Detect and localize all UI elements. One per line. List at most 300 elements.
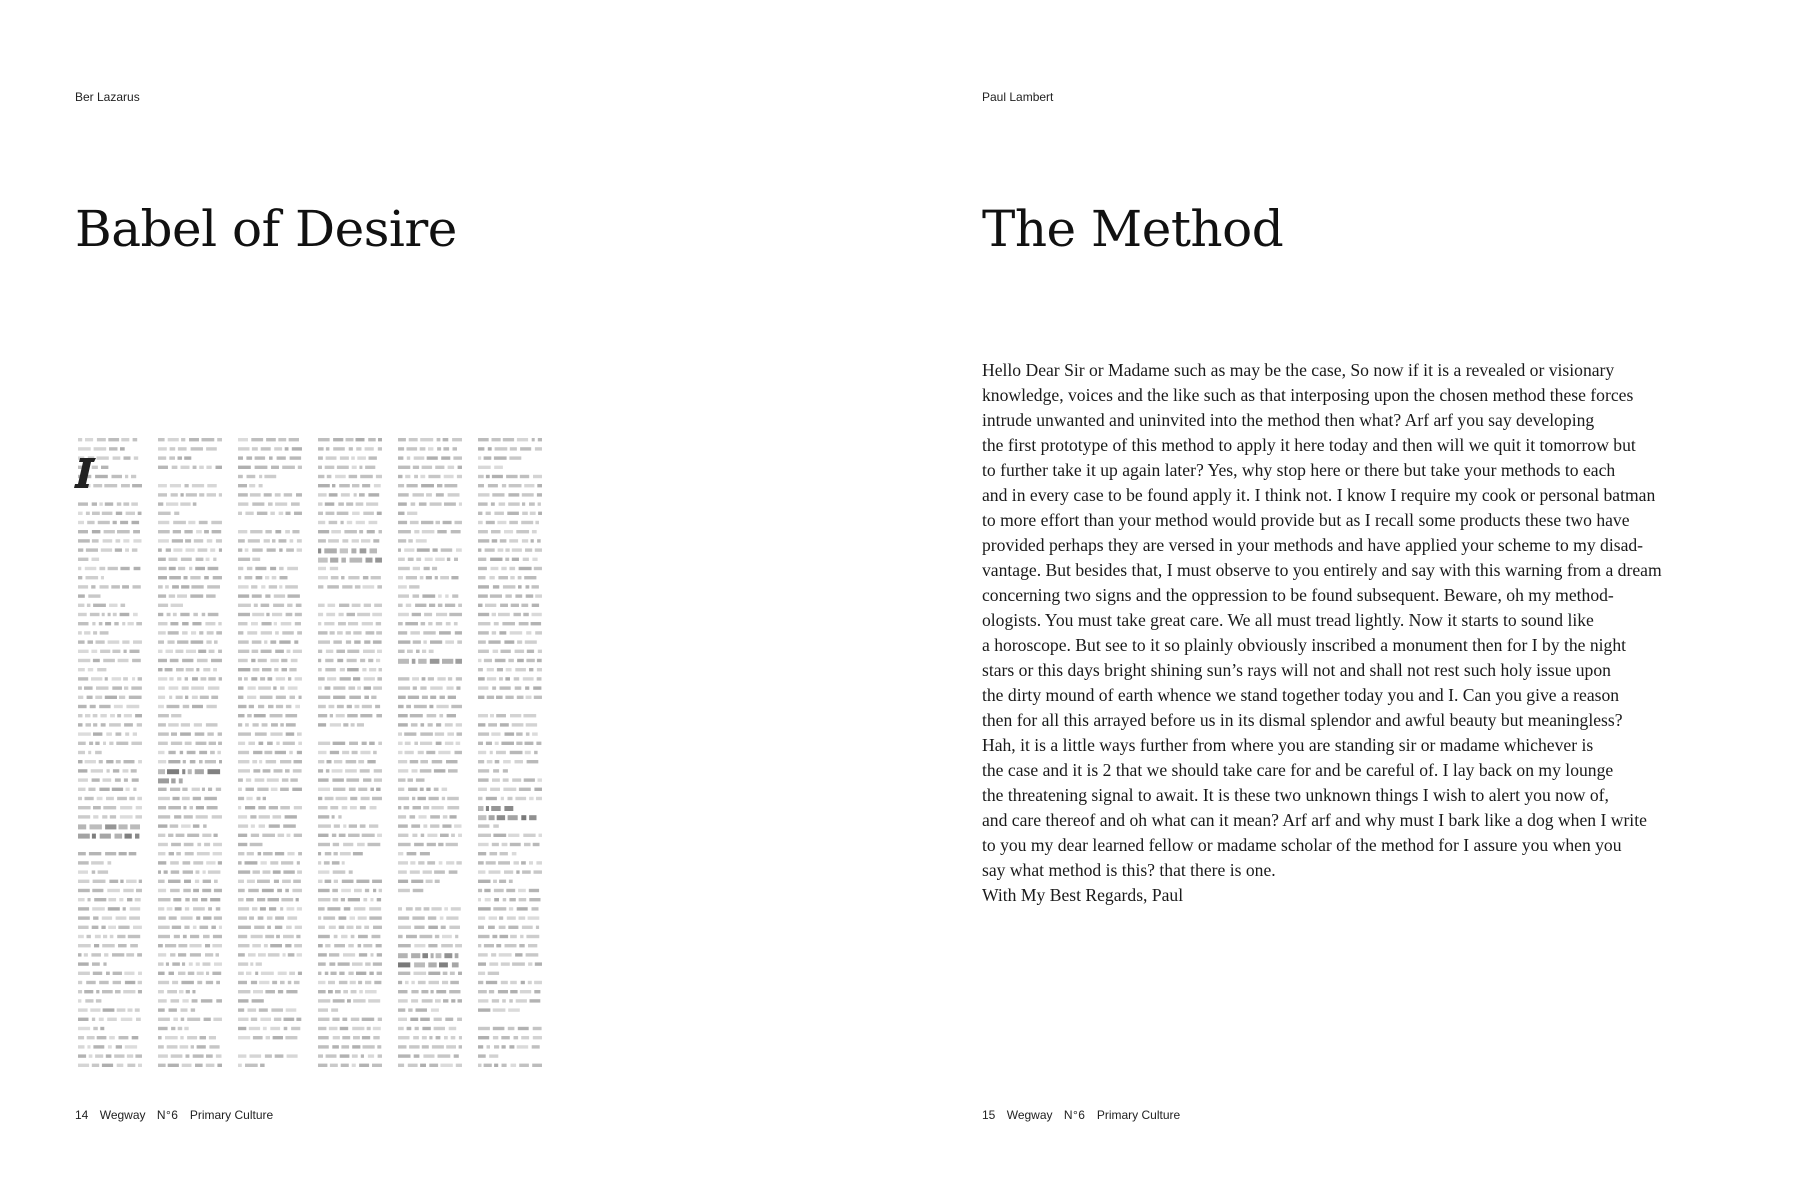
clipping-text-mark: [78, 659, 90, 662]
clipping-text-mark: [92, 622, 95, 625]
clipping-text-mark: [497, 521, 506, 524]
clipping-text-mark: [158, 1027, 168, 1030]
clipping-text-mark: [258, 916, 264, 919]
clipping-text-mark: [238, 926, 251, 929]
clipping-text-mark: [342, 806, 348, 809]
clipping-text-mark: [420, 438, 433, 441]
clipping-text-mark: [419, 502, 427, 505]
clipping-text-mark: [500, 852, 508, 855]
clipping-text-mark: [123, 677, 128, 680]
clipping-text-mark: [488, 972, 499, 975]
clipping-text-mark: [342, 1018, 347, 1021]
clipping-text-mark: [238, 935, 247, 938]
clipping-text-mark: [211, 659, 222, 662]
clipping-text-mark: [318, 926, 325, 929]
clipping-text-mark: [318, 861, 321, 864]
clipping-text-mark: [517, 1045, 529, 1048]
clipping-text-mark: [238, 622, 248, 625]
clipping-text-mark: [525, 751, 531, 754]
clipping-text-mark: [109, 447, 118, 450]
clipping-text-mark: [532, 1045, 540, 1048]
clipping-text-mark: [238, 778, 243, 781]
clipping-text-mark: [168, 834, 173, 837]
clipping-text-mark: [438, 843, 443, 846]
clipping-text-mark: [378, 447, 382, 450]
clipping-text-mark: [251, 677, 257, 680]
clipping-text-mark: [136, 889, 142, 892]
clipping-text-mark: [180, 613, 189, 616]
clipping-text-mark: [486, 475, 490, 478]
clipping-text-mark: [526, 732, 530, 735]
clipping-text-mark: [204, 576, 209, 579]
clipping-text-mark: [522, 870, 531, 873]
clipping-text-mark: [270, 944, 282, 947]
clipping-text-mark: [430, 502, 442, 505]
clipping-text-mark: [398, 1018, 407, 1021]
clipping-text-mark: [330, 806, 338, 809]
clipping-text-mark: [285, 530, 290, 533]
clipping-text-mark: [486, 512, 491, 515]
clipping-text-mark: [491, 953, 496, 956]
clipping-text-mark: [362, 1036, 370, 1039]
clipping-text-mark: [428, 622, 432, 625]
clipping-text-mark: [485, 604, 496, 607]
clipping-text-mark: [270, 1027, 280, 1030]
clipping-text-mark: [329, 493, 338, 496]
clipping-text-mark: [133, 926, 142, 929]
clipping-text-mark: [439, 861, 443, 864]
clipping-text-mark: [117, 1008, 126, 1011]
clipping-text-mark: [326, 1054, 337, 1057]
clipping-text-mark: [404, 806, 410, 809]
clipping-text-mark: [478, 990, 487, 993]
clipping-text-mark: [341, 521, 344, 524]
clipping-text-mark: [430, 640, 442, 643]
clipping-text-mark: [254, 714, 266, 717]
clipping-text-mark: [238, 760, 249, 763]
clipping-text-mark: [78, 926, 89, 929]
clipping-text-mark: [250, 1054, 262, 1057]
clipping-text-mark: [104, 530, 115, 533]
clipping-text-mark: [334, 935, 338, 938]
clipping-text-mark: [398, 576, 403, 579]
clipping-text-mark: [78, 1036, 84, 1039]
clipping-text-mark: [260, 696, 273, 699]
clipping-text-mark: [206, 447, 217, 450]
clipping-text-mark: [446, 622, 451, 625]
clipping-text-mark: [478, 861, 484, 864]
clipping-text-mark: [495, 760, 500, 763]
clipping-text-mark: [270, 567, 276, 570]
clipping-text-mark: [275, 926, 282, 929]
clipping-text-mark: [363, 585, 375, 588]
clipping-text-mark: [158, 824, 167, 827]
clipping-text-mark: [445, 604, 455, 607]
clipping-text-mark: [293, 650, 302, 653]
clipping-text-mark: [445, 723, 453, 726]
clipping-text-mark: [93, 1045, 104, 1048]
clipping-text-mark: [255, 567, 266, 570]
clipping-text-mark: [219, 926, 222, 929]
clipping-text-mark: [349, 447, 353, 450]
clipping-text-mark: [274, 594, 285, 597]
clipping-text-mark: [180, 751, 183, 754]
clipping-text-mark: [398, 953, 408, 958]
clipping-text-mark: [318, 1045, 329, 1048]
clipping-text-mark: [535, 962, 542, 965]
clipping-text-mark: [354, 907, 366, 910]
clipping-text-mark: [279, 539, 287, 542]
clipping-text-mark: [170, 622, 178, 625]
clipping-text-mark: [78, 539, 90, 542]
clipping-text-mark: [440, 916, 444, 919]
clipping-text-mark: [353, 631, 361, 634]
clipping-text-mark: [524, 778, 535, 781]
clipping-text-mark: [537, 493, 542, 496]
clipping-text-mark: [377, 834, 382, 837]
clipping-text-mark: [440, 834, 449, 837]
clipping-text-mark: [197, 972, 204, 975]
clipping-text-mark: [430, 686, 443, 689]
clipping-text-mark: [78, 1054, 86, 1057]
clipping-text-mark: [439, 631, 451, 634]
clipping-text-mark: [325, 797, 334, 800]
clipping-text-mark: [283, 935, 294, 938]
clipping-text-mark: [173, 797, 180, 800]
clipping-text-mark: [297, 907, 302, 910]
clipping-text-mark: [491, 530, 501, 533]
clipping-text-mark: [510, 935, 517, 938]
clipping-text-mark: [349, 870, 353, 873]
clipping-text-mark: [510, 981, 517, 984]
clipping-text-mark: [287, 650, 291, 653]
clipping-text-mark: [158, 714, 169, 717]
clipping-text-mark: [261, 631, 272, 634]
clipping-text-mark: [405, 751, 414, 754]
clipping-text-mark: [369, 668, 376, 671]
clipping-text-mark: [428, 916, 436, 919]
clipping-text-mark: [428, 944, 437, 947]
clipping-text-mark: [373, 751, 377, 754]
clipping-text-mark: [408, 778, 414, 781]
clipping-text-mark: [454, 1054, 459, 1057]
clipping-text-mark: [448, 769, 458, 772]
clipping-text-mark: [238, 1008, 244, 1011]
clipping-text-mark: [279, 585, 282, 588]
clipping-text-mark: [191, 631, 196, 634]
clipping-text-mark: [448, 696, 456, 699]
clipping-text-mark: [265, 576, 269, 579]
clipping-text-mark: [340, 852, 351, 855]
clipping-text-mark: [347, 613, 356, 616]
clipping-text-mark: [451, 834, 455, 837]
clipping-text-mark: [276, 696, 286, 699]
clipping-text-mark: [343, 843, 353, 846]
clipping-text-mark: [166, 502, 178, 505]
clipping-text-mark: [158, 1045, 164, 1048]
clipping-text-mark: [318, 880, 323, 883]
clipping-text-mark: [519, 567, 532, 570]
clipping-text-mark: [172, 981, 178, 984]
body-line: vantage. But besides that, I must observe to you entirely and say with this warning from a dream: [982, 560, 1662, 580]
clipping-text-mark: [92, 1064, 99, 1067]
clipping-text-mark: [478, 935, 490, 938]
clipping-text-mark: [92, 907, 105, 910]
clipping-text-mark: [238, 475, 243, 478]
clipping-text-mark: [428, 926, 438, 929]
clipping-text-mark: [169, 972, 175, 975]
clipping-text-mark: [340, 1027, 349, 1030]
body-line: knowledge, voices and the like such as that interposing upon the chosen method these forces: [982, 385, 1634, 405]
clipping-text-mark: [285, 944, 291, 947]
clipping-text-mark: [238, 548, 242, 551]
clipping-text-mark: [93, 714, 98, 717]
clipping-text-mark: [515, 668, 526, 671]
clipping-text-mark: [238, 870, 250, 873]
clipping-text-mark: [416, 650, 420, 653]
clipping-text-mark: [178, 1027, 183, 1030]
clipping-text-mark: [409, 1045, 420, 1048]
clipping-text-mark: [279, 640, 290, 643]
clipping-text-mark: [478, 815, 486, 820]
clipping-text-mark: [486, 742, 492, 745]
clipping-text-mark: [205, 760, 216, 763]
clipping-text-mark: [318, 788, 330, 791]
clipping-text-mark: [318, 999, 330, 1002]
clipping-text-mark: [126, 788, 130, 791]
clipping-text-mark: [251, 935, 263, 938]
clipping-text-mark: [526, 631, 531, 634]
clipping-text-mark: [193, 613, 198, 616]
clipping-text-mark: [414, 1054, 420, 1057]
clipping-text-mark: [478, 659, 482, 662]
clipping-text-mark: [364, 696, 369, 699]
clipping-text-mark: [252, 650, 259, 653]
clipping-text-mark: [158, 530, 170, 533]
clipping-text-mark: [286, 613, 293, 616]
clipping-text-mark: [333, 870, 346, 873]
clipping-text-mark: [373, 962, 382, 965]
clipping-text-mark: [97, 1036, 107, 1039]
clipping-text-mark: [478, 668, 483, 671]
clipping-text-mark: [349, 696, 361, 699]
clipping-text-mark: [327, 475, 332, 478]
clipping-text-mark: [197, 843, 201, 846]
clipping-text-mark: [442, 981, 448, 984]
clipping-text-mark: [203, 916, 211, 919]
clipping-text-mark: [158, 1018, 170, 1021]
clipping-text-mark: [114, 622, 118, 625]
clipping-text-mark: [267, 742, 273, 745]
clipping-text-mark: [92, 870, 96, 873]
clipping-text-mark: [428, 972, 440, 975]
clipping-text-mark: [408, 788, 417, 791]
clipping-text-mark: [420, 760, 428, 763]
clipping-text-mark: [296, 1018, 301, 1021]
clipping-text-mark: [501, 1036, 510, 1039]
clipping-text-mark: [318, 916, 321, 919]
clipping-text-mark: [263, 797, 266, 800]
clipping-text-mark: [238, 797, 244, 800]
clipping-text-mark: [286, 548, 294, 551]
clipping-text-mark: [427, 456, 438, 459]
clipping-text-mark: [398, 1054, 411, 1057]
clipping-text-mark: [293, 769, 302, 772]
clipping-text-mark: [398, 714, 408, 717]
clipping-text-mark: [121, 484, 130, 487]
clipping-text-mark: [526, 659, 534, 662]
clipping-text-mark: [158, 705, 164, 708]
clipping-text-mark: [260, 1064, 265, 1067]
clipping-text-mark: [495, 742, 499, 745]
clipping-text-mark: [532, 558, 537, 561]
clipping-text-mark: [326, 512, 335, 515]
clipping-text-mark: [478, 447, 484, 450]
clipping-text-mark: [78, 751, 85, 754]
clipping-text-mark: [299, 696, 302, 699]
clipping-text-mark: [186, 493, 197, 496]
clipping-text-mark: [238, 852, 244, 855]
clipping-text-mark: [533, 1027, 542, 1030]
clipping-text-mark: [158, 696, 165, 699]
clipping-text-mark: [509, 898, 515, 901]
clipping-text-mark: [348, 622, 358, 625]
clipping-text-mark: [203, 962, 211, 965]
clipping-text-mark: [78, 447, 91, 450]
clipping-text-mark: [529, 502, 535, 505]
clipping-text-mark: [261, 585, 265, 588]
clipping-text-mark: [318, 650, 322, 653]
clipping-text-mark: [360, 751, 370, 754]
clipping-text-mark: [398, 723, 408, 726]
clipping-text-mark: [158, 576, 167, 579]
clipping-text-mark: [521, 604, 528, 607]
clipping-text-mark: [78, 640, 85, 643]
clipping-text-mark: [189, 962, 193, 965]
clipping-text-mark: [204, 1018, 211, 1021]
clipping-text-mark: [377, 585, 382, 588]
clipping-text-mark: [362, 668, 366, 671]
clipping-text-mark: [493, 585, 499, 588]
clipping-text-mark: [219, 677, 222, 680]
clipping-text-mark: [172, 466, 178, 469]
clipping-text-mark: [534, 751, 538, 754]
clipping-text-mark: [333, 640, 342, 643]
clipping-text-mark: [478, 870, 485, 873]
clipping-text-mark: [78, 935, 84, 938]
clipping-text-mark: [528, 916, 540, 919]
clipping-text-mark: [444, 475, 454, 478]
clipping-text-mark: [364, 604, 371, 607]
clipping-text-mark: [284, 1027, 288, 1030]
clipping-text-mark: [420, 686, 426, 689]
clipping-text-mark: [256, 576, 263, 579]
clipping-text-mark: [87, 521, 94, 524]
clipping-text-mark: [252, 613, 264, 616]
issue-number: N°6: [1063, 1108, 1086, 1122]
clipping-text-mark: [375, 705, 380, 708]
clipping-text-mark: [262, 723, 268, 726]
clipping-text-mark: [352, 1045, 360, 1048]
clipping-text-mark: [171, 742, 182, 745]
clipping-text-mark: [350, 797, 357, 800]
clipping-text-mark: [485, 548, 495, 551]
clipping-text-mark: [173, 613, 177, 616]
clipping-text-mark: [443, 815, 448, 818]
clipping-text-mark: [288, 953, 295, 956]
clipping-text-mark: [537, 677, 542, 680]
clipping-text-mark: [182, 622, 189, 625]
clipping-text-mark: [132, 677, 135, 680]
clipping-text-mark: [478, 972, 485, 975]
clipping-text-mark: [331, 972, 337, 975]
clipping-text-mark: [275, 631, 279, 634]
clipping-text-mark: [434, 769, 446, 772]
clipping-text-mark: [515, 650, 525, 653]
clipping-text-mark: [185, 677, 188, 680]
clipping-text-mark: [78, 714, 83, 717]
clipping-text-mark: [325, 668, 336, 671]
clipping-text-mark: [407, 852, 417, 855]
clipping-text-mark: [124, 456, 131, 459]
clipping-text-mark: [135, 815, 142, 818]
clipping-text-mark: [169, 677, 173, 680]
clipping-text-mark: [411, 981, 414, 984]
clipping-text-mark: [266, 1036, 270, 1039]
clipping-text-mark: [158, 558, 166, 561]
clipping-text-mark: [286, 1008, 297, 1011]
clipping-text-mark: [193, 824, 200, 827]
clipping-text-mark: [458, 604, 462, 607]
clipping-text-mark: [171, 493, 178, 496]
clipping-text-mark: [97, 797, 103, 800]
clipping-text-mark: [278, 972, 287, 975]
clipping-text-mark: [379, 530, 383, 533]
clipping-text-mark: [172, 539, 183, 542]
clipping-text-mark: [238, 916, 247, 919]
clipping-text-mark: [416, 539, 427, 542]
clipping-text-mark: [202, 889, 211, 892]
clipping-text-mark: [318, 1036, 329, 1039]
clipping-text-mark: [127, 1064, 135, 1067]
clipping-text-mark: [131, 742, 142, 745]
clipping-text-mark: [251, 659, 255, 662]
clipping-text-mark: [261, 972, 274, 975]
clipping-text-mark: [448, 677, 452, 680]
clipping-text-mark: [88, 751, 91, 754]
clipping-text-mark: [181, 1018, 185, 1021]
clipping-text-mark: [180, 502, 190, 505]
clipping-text-mark: [318, 944, 323, 947]
article-title: Babel of Desire: [75, 200, 457, 258]
clipping-text-mark: [210, 898, 220, 901]
clipping-text-mark: [536, 797, 542, 800]
clipping-text-mark: [334, 852, 338, 855]
clipping-text-mark: [121, 604, 126, 607]
clipping-text-mark: [177, 677, 181, 680]
clipping-text-mark: [238, 1018, 249, 1021]
clipping-text-mark: [519, 788, 531, 791]
clipping-text-mark: [260, 1018, 271, 1021]
clipping-text-mark: [101, 926, 105, 929]
clipping-text-mark: [517, 907, 528, 910]
clipping-text-mark: [183, 705, 190, 708]
clipping-text-mark: [273, 815, 282, 818]
clipping-text-mark: [366, 502, 378, 505]
clipping-text-mark: [373, 640, 382, 643]
clipping-text-mark: [496, 696, 503, 699]
clipping-text-mark: [167, 705, 180, 708]
